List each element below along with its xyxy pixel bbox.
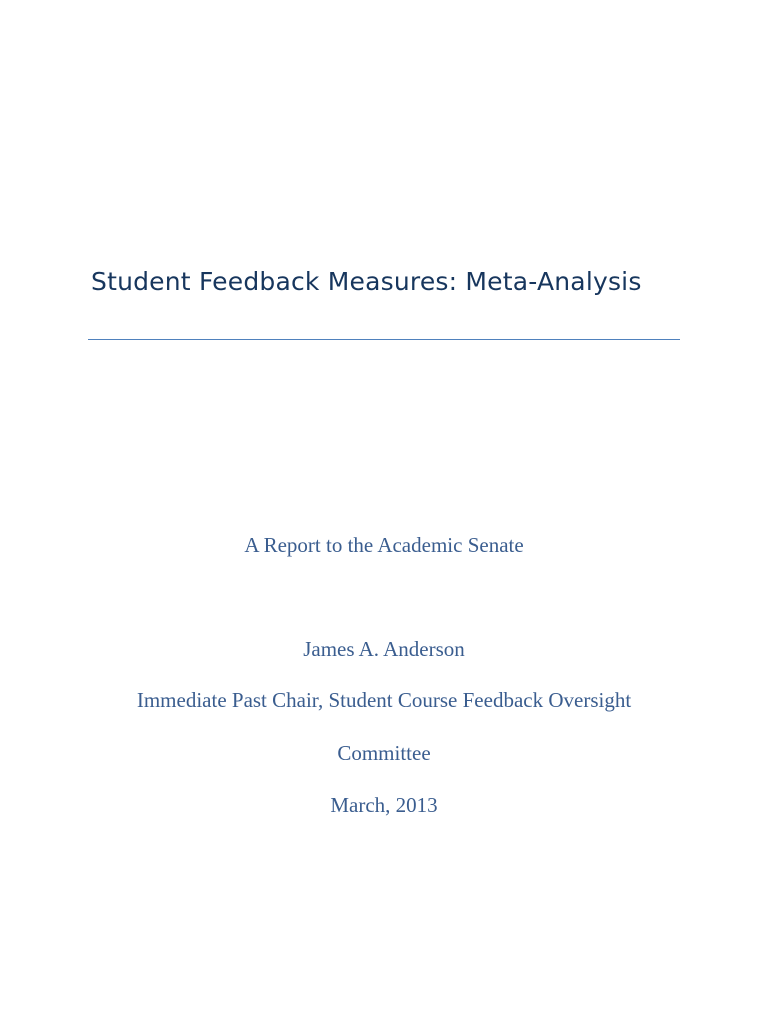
author-role-line-2: Committee (337, 741, 431, 765)
author-role-line-1: Immediate Past Chair, Student Course Feedback Oversight (136, 688, 632, 712)
author-name: James A. Anderson (303, 637, 465, 661)
title-divider (88, 339, 680, 340)
document-title: Student Feedback Measures: Meta-Analysis (91, 267, 642, 296)
report-date: March, 2013 (330, 793, 438, 817)
report-subtitle: A Report to the Academic Senate (244, 533, 524, 557)
